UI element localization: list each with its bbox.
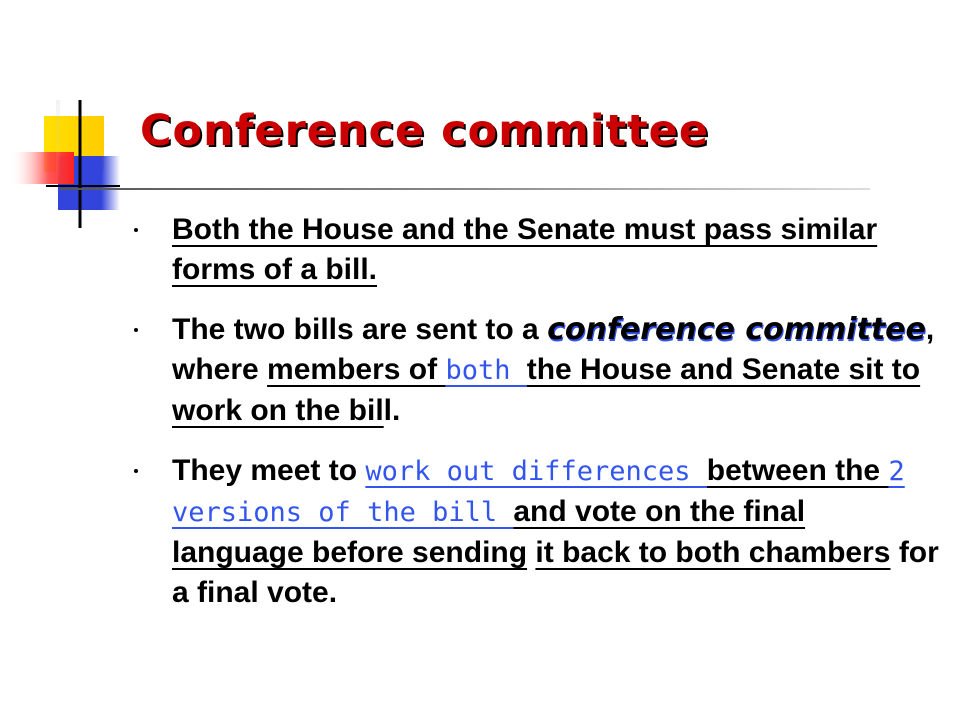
emphasis-text: work out differences [365,456,707,487]
slide-title: Conference committee [140,106,710,156]
bullet-text: between the [706,454,889,487]
bullet-text: l [383,394,393,427]
emphasis-text: both [445,355,527,386]
bullet-item [120,210,940,290]
bullet-text: the House and Senate sit to work on the bil [172,353,921,427]
bullet-text: and vote on the final language before sending [172,495,806,569]
bullet-text: Both the House and the Senate must pass similar forms of a bill. [172,213,878,286]
bullet-item [120,310,940,431]
bullet-list [120,210,940,633]
key-term: conference committee [547,312,926,347]
bullet-text: They meet to [172,454,366,487]
bullet-item [120,451,940,613]
bullet-text: . [392,394,401,427]
bullet-text: , where [172,313,935,386]
bullet-dot [134,469,138,473]
emphasis-text: 2 versions of the bill [172,456,905,528]
title-underline-rule [60,188,870,190]
bullet-text: it back to both chambers [535,536,891,569]
bullet-text: members of [267,353,446,386]
bullet-dot [134,328,138,332]
bullet-dot [134,228,138,232]
bullet-text: The two bills are sent to a [172,313,548,346]
bullet-text: for a final vote. [172,536,939,609]
